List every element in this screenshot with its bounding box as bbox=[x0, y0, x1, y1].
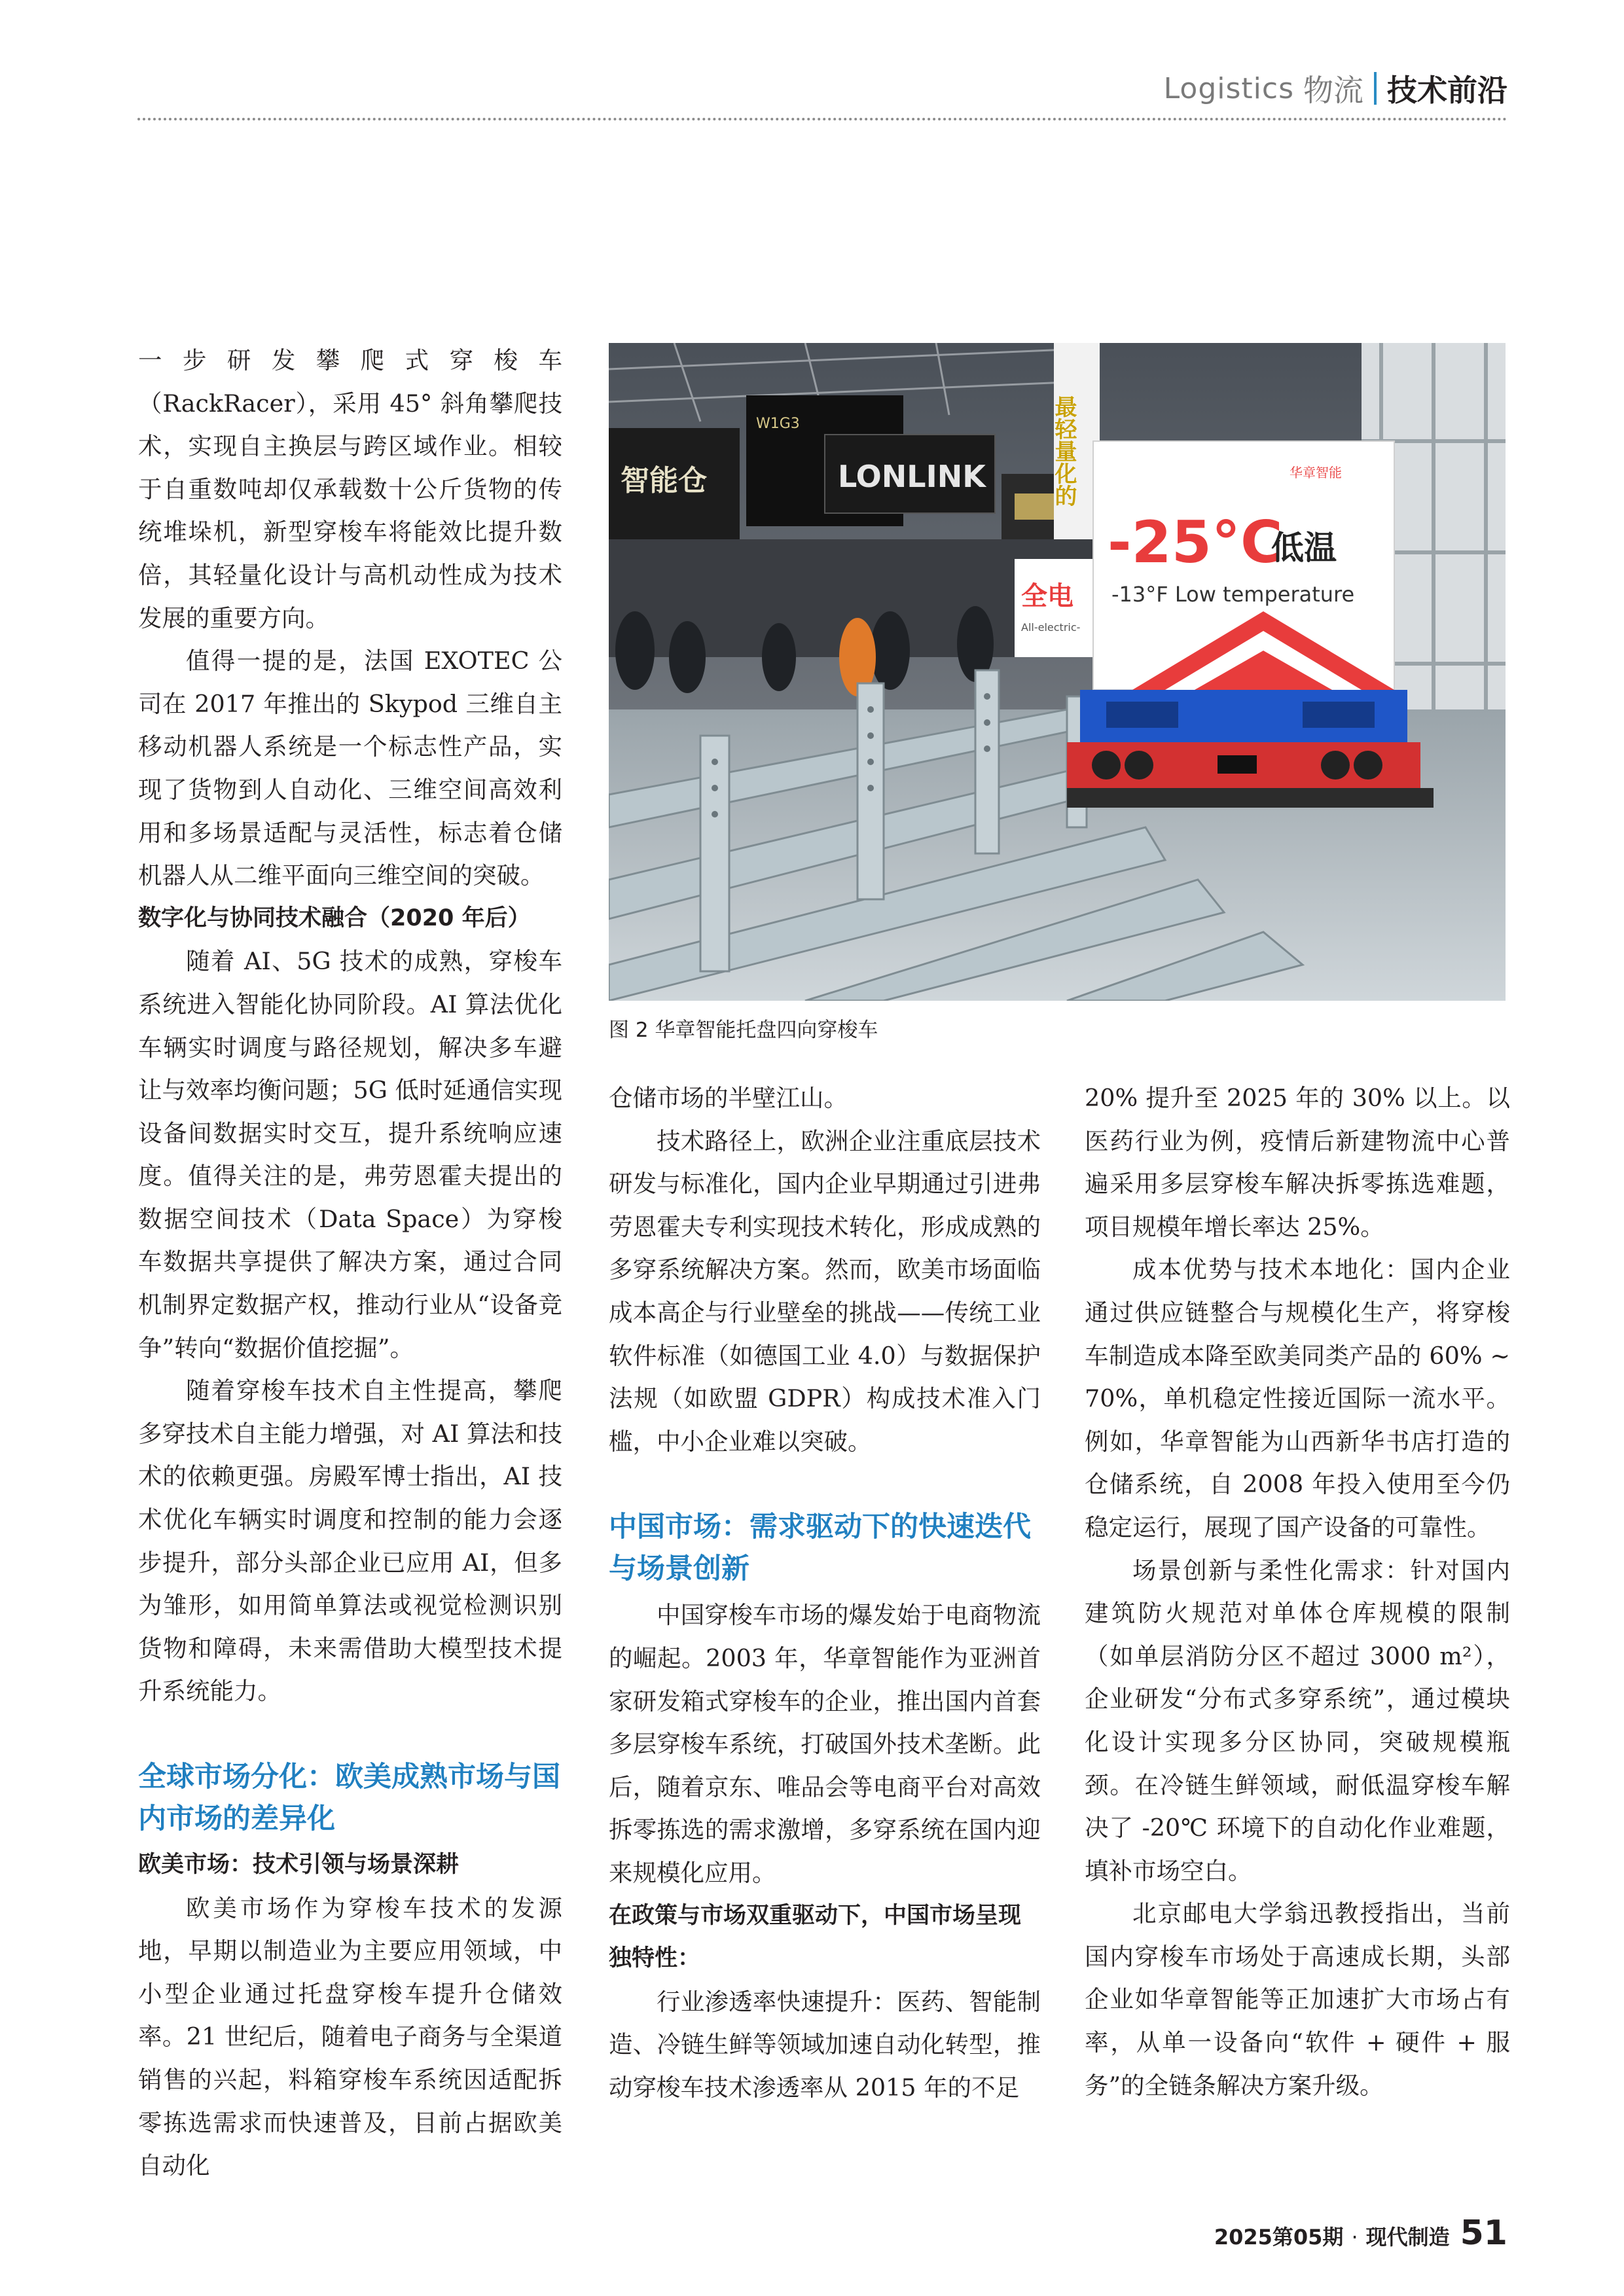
paragraph: 欧美市场作为穿梭车技术的发源地，早期以制造业为主要应用领域，中小型企业通过托盘穿梭车提升仓储效率。21 世纪后，随着电子商务与全渠道销售的兴起，料箱穿梭车系统因适配拆零拣选需求而快速普及，目前占据欧美自动化 bbox=[138, 1893, 562, 2180]
header-section: 技术前沿 bbox=[1387, 73, 1507, 108]
column-2 bbox=[609, 1077, 1041, 2109]
side-sign: 全电 bbox=[1021, 581, 1074, 611]
footer-magazine: 现代制造 bbox=[1365, 2225, 1450, 2250]
paragraph: 20% 提升至 2025 年的 30% 以上。以医药行业为例，疫情后新建物流中心普遍采用多层穿梭车解决拆零拣选难题，项目规模年增长率达 25%。 bbox=[1085, 1084, 1510, 1241]
figure-caption: 图 2 华章智能托盘四向穿梭车 bbox=[609, 1018, 878, 1042]
footer-separator: · bbox=[1351, 2225, 1358, 2250]
sign-temperature: -25°C bbox=[1108, 509, 1283, 576]
booth-sign-lonlink: LONLINK bbox=[838, 459, 986, 494]
section-heading: 中国市场：需求驱动下的快速迭代与场景创新 bbox=[609, 1511, 1031, 1586]
column-1 bbox=[138, 339, 562, 2187]
subheading: 在政策与市场双重驱动下，中国市场呈现独特性： bbox=[609, 1902, 1022, 1972]
booth-code: W1G3 bbox=[756, 416, 800, 432]
header-english: Logistics bbox=[1163, 71, 1294, 105]
page-footer bbox=[1214, 2214, 1507, 2259]
figure-photo bbox=[609, 343, 1506, 1001]
column-3 bbox=[1085, 1077, 1510, 2107]
paragraph: 值得一提的是，法国 EXOTEC 公司在 2017 年推出的 Skypod 三维自主移动机器人系统是一个标志性产品，实现了货物到人自动化、三维空间高效利用和多场景适配与灵活性，标志着仓储机器人从二维平面向三维空间的突破。 bbox=[138, 647, 562, 890]
header-divider bbox=[1374, 72, 1377, 105]
paragraph: 行业渗透率快速提升：医药、智能制造、冷链生鲜等领域加速自动化转型，推动穿梭车技术渗透率从 2015 年的不足 bbox=[609, 1987, 1041, 2102]
paragraph: 中国穿梭车市场的爆发始于电商物流的崛起。2003 年，华章智能作为亚洲首家研发箱式穿梭车的企业，推出国内首套多层穿梭车系统，打破国外技术垄断。此后，随着京东、唯品会等电商平台对高效拆零拣选的需求激增，多穿系统在国内迎来规模化应用。 bbox=[609, 1601, 1041, 1887]
paragraph: 场景创新与柔性化需求：针对国内建筑防火规范对单体仓库规模的限制（如单层消防分区不超过 3000 m²），企业研发“分布式多穿系统”，通过模块化设计实现多分区协同，突破规模瓶颈。在冷链生鲜领域，耐低温穿梭车解决了 -20℃ 环境下的自动化作业难题，填补市场空白。 bbox=[1085, 1556, 1510, 1885]
header-category: 物流 bbox=[1303, 73, 1363, 108]
paragraph: 仓储市场的半壁江山。 bbox=[609, 1084, 848, 1112]
section-heading: 全球市场分化：欧美成熟市场与国内市场的差异化 bbox=[138, 1761, 560, 1835]
paragraph: 北京邮电大学翁迅教授指出，当前国内穿梭车市场处于高速成长期，头部企业如华章智能等正加速扩大市场占有率，从单一设备向“软件 + 硬件 + 服务”的全链条解决方案升级。 bbox=[1085, 1899, 1510, 2100]
booth-sign-left: 智能仓 bbox=[621, 464, 707, 497]
banner-vertical: 最轻量化的 bbox=[1051, 395, 1077, 507]
paragraph: 成本优势与技术本地化：国内企业通过供应链整合与规模化生产，将穿梭车制造成本降至欧美同类产品的 60% ~ 70%，单机稳定性接近国际一流水平。例如，华章智能为山西新华书店打造的仓储系统，自 2008 年投入使用至今仍稳定运行，展现了国产设备的可靠性。 bbox=[1085, 1255, 1510, 1541]
running-header bbox=[1164, 65, 1507, 111]
sign-brand: 华章智能 bbox=[1290, 465, 1342, 480]
subheading: 数字化与协同技术融合（2020 年后） bbox=[138, 905, 531, 931]
page-number: 51 bbox=[1460, 2214, 1507, 2253]
paragraph: 随着穿梭车技术自主性提高，攀爬多穿技术自主能力增强，对 AI 算法和技术的依赖更强。房殿军博士指出，AI 技术优化车辆实时调度和控制的能力会逐步提升，部分头部企业已应用 AI，但多为雏形，如用简单算法或视觉检测识别货物和障碍，未来需借助大模型技术提升系统能力。 bbox=[138, 1376, 562, 1706]
paragraph: 随着 AI、5G 技术的成熟，穿梭车系统进入智能化协同阶段。AI 算法优化车辆实时调度与路径规划，解决多车避让与效率均衡问题；5G 低时延通信实现设备间数据实时交互，提升系统响应速度。值得关注的是，弗劳恩霍夫提出的数据空间技术（Data Space）为穿梭车数据共享提供了解决方案，通过合同机制界定数据产权，推动行业从“设备竞争”转向“数据价值挖掘”。 bbox=[138, 947, 562, 1362]
footer-issue: 2025第05期 bbox=[1214, 2225, 1344, 2250]
sign-low-temp: 低温 bbox=[1271, 529, 1337, 567]
subheading: 欧美市场：技术引领与场景深耕 bbox=[138, 1852, 460, 1878]
paragraph: 技术路径上，欧洲企业注重底层技术研发与标准化，国内企业早期通过引进弗劳恩霍夫专利实现技术转化，形成成熟的多穿系统解决方案。然而，欧美市场面临成本高企与行业壁垒的挑战——传统工业软件标准（如德国工业 4.0）与数据保护法规（如欧盟 GDPR）构成技术准入门槛，中小企业难以突破。 bbox=[609, 1126, 1041, 1456]
side-sign-sub: All-electric- bbox=[1021, 621, 1081, 634]
paragraph: 一步研发攀爬式穿梭车（RackRacer），采用 45° 斜角攀爬技术，实现自主换层与跨区域作业。相较于自重数吨却仅承载数十公斤货物的传统堆垛机，新型穿梭车将能效比提升数倍，其轻量化设计与高机动性成为技术发展的重要方向。 bbox=[138, 346, 562, 632]
header-rule bbox=[137, 118, 1507, 120]
sign-subtitle: -13°F Low temperature bbox=[1111, 582, 1355, 607]
